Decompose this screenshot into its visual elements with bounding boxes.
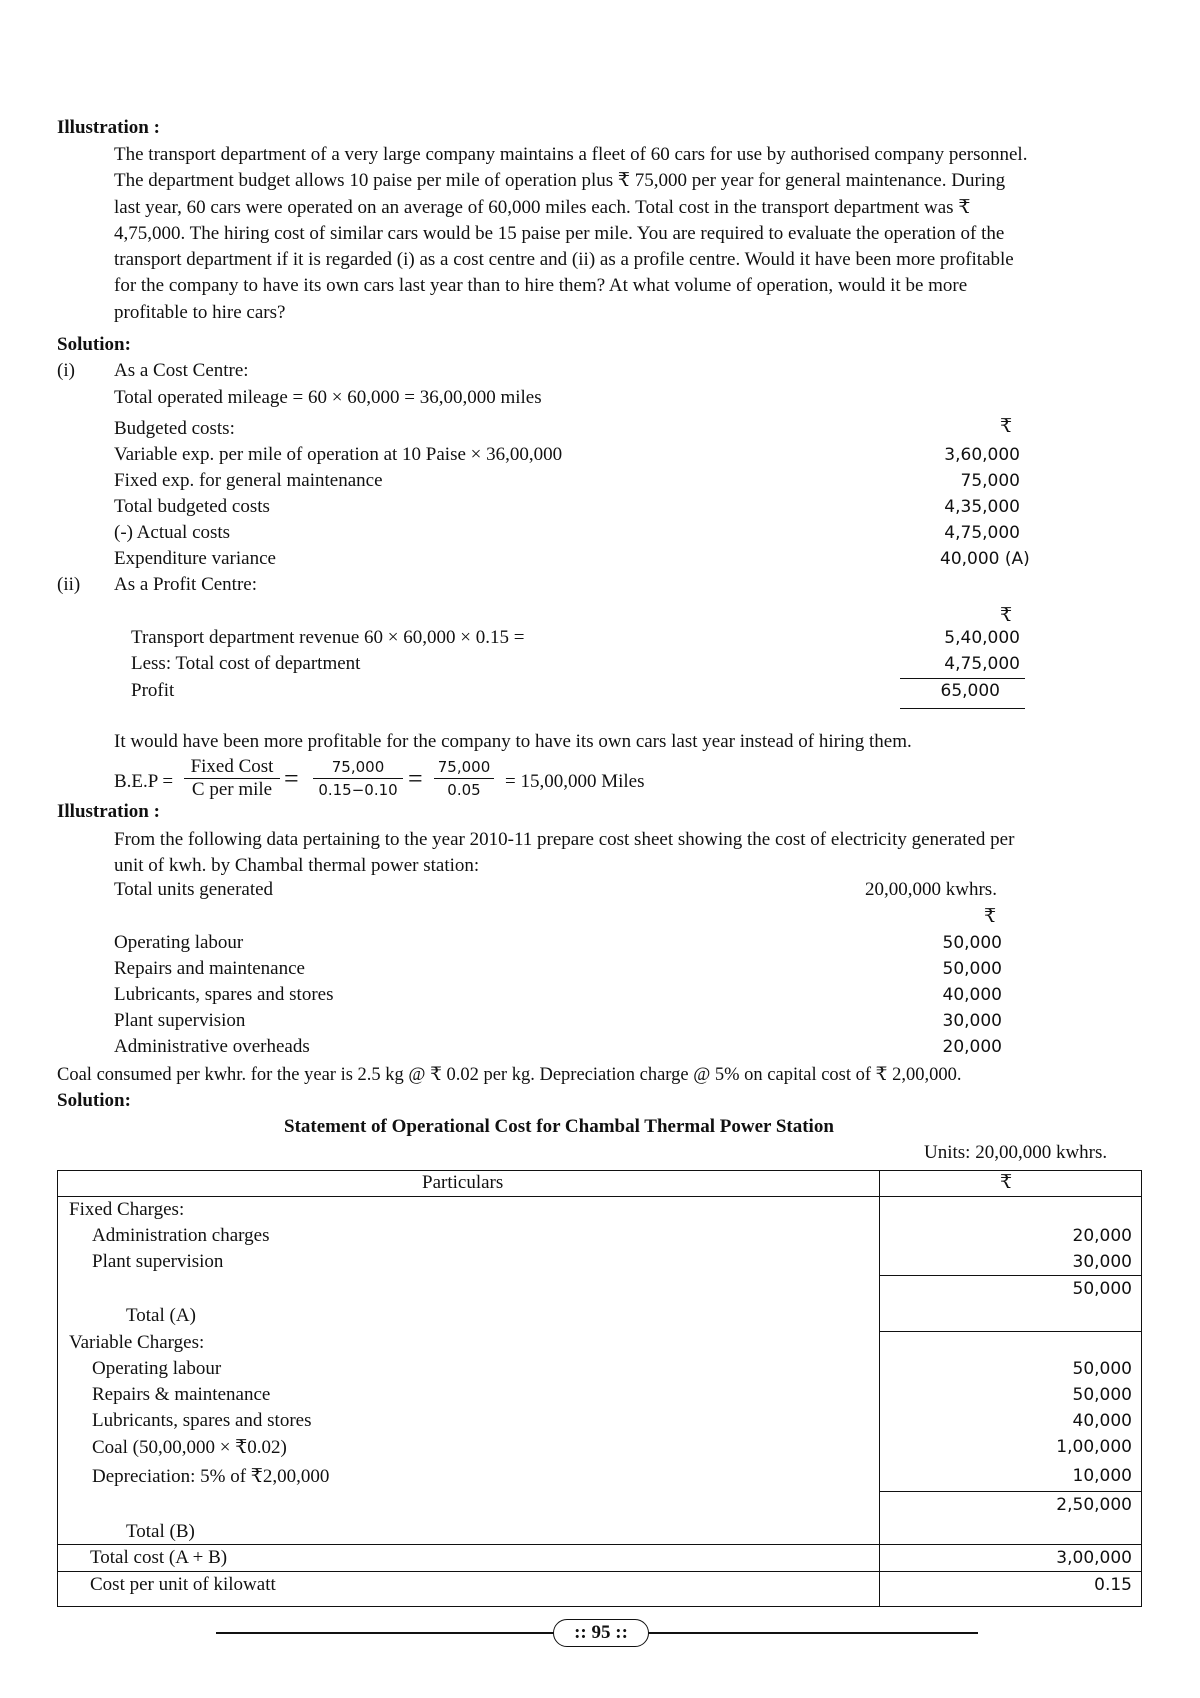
total-line [57, 1544, 1142, 1545]
text-line: for the company to have its own cars last year than to hire them? At what volume of operation, would it be more [114, 275, 968, 297]
coal-note: Coal consumed per kwhr. for the year is 2.5 kg @ ₹ 0.02 per kg. Depreciation charge @ 5% on capital cost of ₹ 2,00,000. [57, 1065, 962, 1085]
table-row-value: 40,000 [1072, 1411, 1132, 1431]
cost-value: 4,35,000 [944, 497, 1020, 517]
row-divider [57, 1571, 1142, 1572]
underline [900, 678, 1025, 679]
page-number: :: 95 :: [553, 1619, 649, 1647]
units-label: Total units generated [114, 879, 274, 900]
variable-charges-heading: Variable Charges: [69, 1332, 205, 1353]
table-row-label: Coal (50,00,000 × ₹0.02) [92, 1437, 287, 1458]
data-label: Administrative overheads [114, 1036, 310, 1057]
fixed-subtotal: 50,000 [1072, 1279, 1132, 1299]
part-title: As a Profit Centre: [114, 574, 258, 595]
rupee-header: ₹ [984, 906, 997, 927]
fraction-denominator: 0.15−0.10 [318, 781, 398, 799]
table-row-value: 30,000 [1072, 1252, 1132, 1272]
fraction-denominator: C per mile [191, 779, 273, 800]
data-label: Operating labour [114, 932, 244, 953]
solution-heading: Solution: [57, 1090, 131, 1111]
units-value: 20,00,000 kwhrs. [865, 879, 997, 900]
table-row-label: Administration charges [92, 1225, 270, 1246]
data-value: 50,000 [942, 933, 1002, 953]
part-title: As a Cost Centre: [114, 360, 249, 381]
cost-value: 40,000 (A) [940, 549, 1030, 569]
table-row-label: Depreciation: 5% of ₹2,00,000 [92, 1466, 330, 1487]
text-line: From the following data pertaining to the year 2010-11 prepare cost sheet showing the cost of electricity generated per [114, 829, 1015, 850]
column-header-amount: ₹ [1000, 1172, 1013, 1193]
text-line: The department budget allows 10 paise per mile of operation plus ₹ 75,000 per year for general maintenance. During [114, 170, 1006, 192]
table-row-value: 1,00,000 [1056, 1437, 1132, 1457]
profit-label: Less: Total cost of department [131, 653, 361, 674]
part-number: (i) [57, 360, 75, 381]
profit-value: 4,75,000 [944, 654, 1020, 674]
column-header-particulars: Particulars [422, 1172, 504, 1193]
table-row-value: 50,000 [1072, 1359, 1132, 1379]
profit-label: Profit [131, 680, 175, 701]
footer-rule-right [646, 1632, 978, 1634]
per-unit-value: 0.15 [1094, 1575, 1132, 1595]
rupee-header: ₹ [1000, 416, 1013, 437]
conclusion-text: It would have been more profitable for the company to have its own cars last year instead of hiring them. [114, 731, 912, 752]
text-line: profitable to hire cars? [114, 301, 286, 323]
data-label: Repairs and maintenance [114, 958, 305, 979]
total-cost-label: Total cost (A + B) [90, 1547, 228, 1568]
fraction-values [313, 756, 403, 801]
cost-value: 75,000 [960, 471, 1020, 491]
table-row-label: Lubricants, spares and stores [92, 1410, 312, 1431]
statement-title: Statement of Operational Cost for Chambal Thermal Power Station [284, 1116, 834, 1137]
profit-label: Transport department revenue 60 × 60,000 × 0.15 = [131, 627, 525, 648]
table-row-label: Repairs & maintenance [92, 1384, 271, 1405]
text-line: The transport department of a very large company maintains a fleet of 60 cars for use by authorised company personnel. [114, 144, 1028, 165]
table-row-label: Plant supervision [92, 1251, 224, 1272]
data-value: 30,000 [942, 1011, 1002, 1031]
text-line: unit of kwh. by Chambal thermal power station: [114, 855, 480, 877]
footer-rule-left [216, 1632, 554, 1634]
per-unit-label: Cost per unit of kilowatt [90, 1574, 276, 1595]
cost-label: Variable exp. per mile of operation at 10 Paise × 36,00,000 [114, 444, 563, 465]
illustration-heading: Illustration : [57, 117, 160, 138]
text-line: last year, 60 cars were operated on an average of 60,000 miles each. Total cost in the transport department was ₹ [114, 196, 971, 218]
total-line [880, 1331, 1142, 1332]
cost-label: Total budgeted costs [114, 496, 270, 517]
cost-value: 3,60,000 [944, 445, 1020, 465]
profit-value: 65,000 [940, 681, 1000, 701]
table-row-value: 10,000 [1072, 1466, 1132, 1486]
total-b-label: Total (B) [126, 1521, 195, 1542]
equals-sign: = [284, 764, 299, 793]
illustration-text [114, 827, 1140, 880]
total-a-label: Total (A) [126, 1305, 196, 1326]
units-caption: Units: 20,00,000 kwhrs. [924, 1142, 1108, 1163]
solution-heading: Solution: [57, 334, 131, 355]
header-divider [57, 1196, 1142, 1197]
rupee-header: ₹ [1000, 605, 1013, 626]
data-value: 20,000 [942, 1037, 1002, 1057]
text-line: transport department if it is regarded (i) as a cost centre and (ii) as a profile centre. Would it have been more profitable [114, 249, 1014, 271]
variable-subtotal: 2,50,000 [1056, 1495, 1132, 1515]
mileage-line: Total operated mileage = 60 × 60,000 = 36,00,000 miles [114, 387, 542, 408]
table-row-label: Operating labour [92, 1358, 222, 1379]
bep-label: B.E.P = [114, 771, 174, 792]
profit-value: 5,40,000 [944, 628, 1020, 648]
data-value: 40,000 [942, 985, 1002, 1005]
cost-label: Budgeted costs: [114, 418, 235, 439]
illustration-heading: Illustration : [57, 801, 160, 822]
fraction-fixed-cost [184, 756, 280, 801]
total-cost-value: 3,00,000 [1056, 1548, 1132, 1568]
data-value: 50,000 [942, 959, 1002, 979]
cost-value: 4,75,000 [944, 523, 1020, 543]
table-row-value: 50,000 [1072, 1385, 1132, 1405]
cost-label: Fixed exp. for general maintenance [114, 470, 383, 491]
subtotal-line [880, 1275, 1142, 1276]
fraction-values [434, 756, 494, 801]
table-row-value: 20,000 [1072, 1226, 1132, 1246]
fraction-numerator: 75,000 [313, 756, 403, 779]
fraction-numerator: 75,000 [434, 756, 494, 779]
data-label: Plant supervision [114, 1010, 246, 1031]
equals-sign: = [408, 764, 423, 793]
illustration-text [114, 142, 1140, 326]
subtotal-line [880, 1491, 1142, 1492]
data-label: Lubricants, spares and stores [114, 984, 334, 1005]
fraction-numerator: Fixed Cost [184, 756, 280, 779]
cost-label: Expenditure variance [114, 548, 276, 569]
fraction-denominator: 0.05 [447, 781, 481, 799]
fixed-charges-heading: Fixed Charges: [69, 1199, 185, 1220]
text-line: 4,75,000. The hiring cost of similar cars would be 15 paise per mile. You are required to evaluate the operation of the [114, 222, 1005, 244]
cost-label: (-) Actual costs [114, 522, 231, 543]
double-underline [900, 708, 1025, 709]
part-number: (ii) [57, 574, 81, 595]
bep-result: = 15,00,000 Miles [505, 771, 645, 792]
